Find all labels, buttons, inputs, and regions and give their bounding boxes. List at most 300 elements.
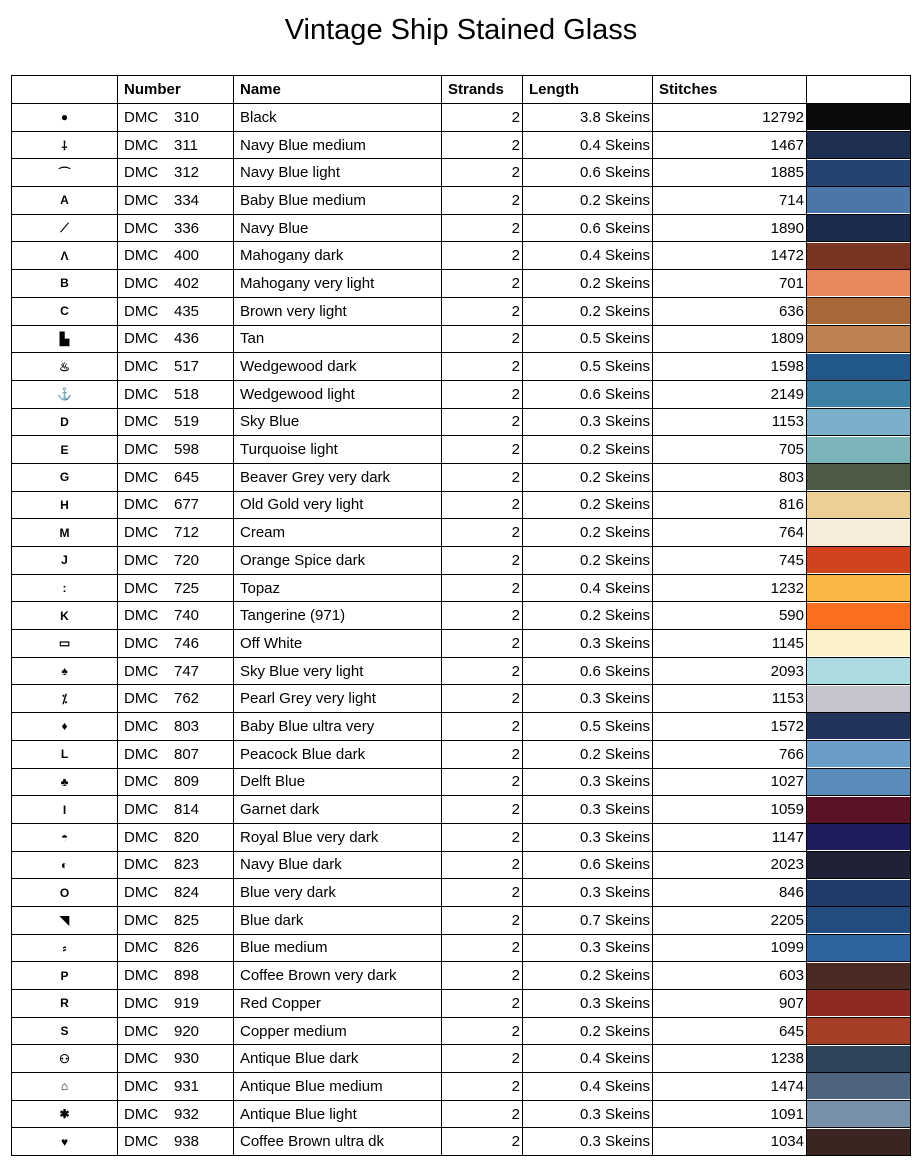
stitches-value: 803 [653, 463, 807, 491]
floss-name: Off White [234, 630, 442, 658]
floss-brand: DMC [124, 745, 159, 763]
floss-number-cell [118, 990, 234, 1018]
strands-value: 2 [442, 740, 523, 768]
floss-name: Old Gold very light [234, 491, 442, 519]
table-row [12, 768, 911, 796]
floss-name: Delft Blue [234, 768, 442, 796]
floss-number: 820 [174, 828, 200, 846]
table-row [12, 879, 911, 907]
floss-brand: DMC [124, 191, 159, 209]
strands-value: 2 [442, 214, 523, 242]
symbol-icon: A [12, 187, 118, 215]
color-swatch-cell [807, 657, 911, 685]
length-value: 0.4 Skeins [523, 1073, 653, 1101]
floss-number: 824 [174, 884, 200, 902]
strands-value: 2 [442, 325, 523, 353]
stitches-value: 603 [653, 962, 807, 990]
strands-value: 2 [442, 159, 523, 187]
floss-number-cell [118, 685, 234, 713]
floss-number-cell [118, 353, 234, 381]
color-swatch-cell [807, 934, 911, 962]
floss-number: 931 [174, 1077, 200, 1095]
floss-brand: DMC [124, 773, 159, 791]
symbol-icon: R [12, 990, 118, 1018]
stitches-value: 1232 [653, 574, 807, 602]
table-row [12, 408, 911, 436]
floss-number: 334 [174, 191, 200, 209]
table-row [12, 353, 911, 381]
floss-number: 519 [174, 413, 200, 431]
floss-brand: DMC [124, 219, 159, 237]
color-swatch [807, 160, 910, 186]
floss-number: 803 [174, 717, 200, 735]
symbol-icon: ◓ [12, 823, 118, 851]
floss-name: Orange Spice dark [234, 547, 442, 575]
strands-value: 2 [442, 1017, 523, 1045]
table-header-row [12, 76, 911, 104]
floss-brand: DMC [124, 274, 159, 292]
floss-brand: DMC [124, 164, 159, 182]
color-swatch-cell [807, 879, 911, 907]
stitches-value: 636 [653, 297, 807, 325]
table-row [12, 1100, 911, 1128]
strands-value: 2 [442, 270, 523, 298]
table-row [12, 1073, 911, 1101]
floss-name: Blue very dark [234, 879, 442, 907]
symbol-icon: ⸸ [12, 131, 118, 159]
table-row [12, 685, 911, 713]
stitches-value: 1034 [653, 1128, 807, 1156]
symbol-icon: ⁒ [12, 685, 118, 713]
color-swatch-cell [807, 796, 911, 824]
length-value: 0.2 Skeins [523, 962, 653, 990]
floss-name: Navy Blue medium [234, 131, 442, 159]
color-swatch-cell [807, 159, 911, 187]
stitches-value: 1059 [653, 796, 807, 824]
color-swatch [807, 824, 910, 850]
floss-brand: DMC [124, 607, 159, 625]
stitches-value: 1472 [653, 242, 807, 270]
color-swatch-cell [807, 297, 911, 325]
floss-brand: DMC [124, 1050, 159, 1068]
floss-number: 518 [174, 385, 200, 403]
color-swatch [807, 852, 910, 878]
table-row [12, 574, 911, 602]
color-swatch [807, 658, 910, 684]
length-value: 0.5 Skeins [523, 353, 653, 381]
table-row [12, 242, 911, 270]
length-value: 0.2 Skeins [523, 187, 653, 215]
length-value: 3.8 Skeins [523, 104, 653, 132]
floss-number: 712 [174, 524, 200, 542]
color-swatch [807, 1129, 910, 1155]
color-swatch-cell [807, 1128, 911, 1156]
floss-number: 762 [174, 690, 200, 708]
column-header-color [807, 76, 911, 104]
color-swatch-cell [807, 1017, 911, 1045]
floss-number-cell [118, 408, 234, 436]
symbol-icon: ⌂ [12, 1073, 118, 1101]
color-swatch [807, 990, 910, 1016]
color-swatch-cell [807, 547, 911, 575]
table-row [12, 962, 911, 990]
floss-number: 930 [174, 1050, 200, 1068]
color-swatch [807, 298, 910, 324]
floss-name: Black [234, 104, 442, 132]
floss-number: 932 [174, 1105, 200, 1123]
floss-name: Coffee Brown ultra dk [234, 1128, 442, 1156]
strands-value: 2 [442, 297, 523, 325]
stitches-value: 846 [653, 879, 807, 907]
strands-value: 2 [442, 657, 523, 685]
strands-value: 2 [442, 491, 523, 519]
strands-value: 2 [442, 1045, 523, 1073]
floss-number-cell [118, 574, 234, 602]
floss-number: 400 [174, 247, 200, 265]
length-value: 0.2 Skeins [523, 519, 653, 547]
floss-number-cell [118, 879, 234, 907]
length-value: 0.3 Skeins [523, 1100, 653, 1128]
table-row [12, 104, 911, 132]
table-row [12, 270, 911, 298]
strands-value: 2 [442, 104, 523, 132]
floss-name: Wedgewood light [234, 380, 442, 408]
floss-brand: DMC [124, 330, 159, 348]
length-value: 0.2 Skeins [523, 1017, 653, 1045]
floss-brand: DMC [124, 524, 159, 542]
color-swatch-cell [807, 1100, 911, 1128]
floss-number-cell [118, 491, 234, 519]
color-swatch [807, 1101, 910, 1127]
color-swatch [807, 713, 910, 739]
length-value: 0.4 Skeins [523, 242, 653, 270]
floss-number-cell [118, 1045, 234, 1073]
length-value: 0.4 Skeins [523, 131, 653, 159]
table-row [12, 159, 911, 187]
symbol-icon: S [12, 1017, 118, 1045]
floss-number: 310 [174, 108, 200, 126]
floss-number: 677 [174, 496, 200, 514]
floss-name: Wedgewood dark [234, 353, 442, 381]
color-swatch-cell [807, 962, 911, 990]
length-value: 0.6 Skeins [523, 657, 653, 685]
column-header-number: Number [118, 76, 234, 104]
strands-value: 2 [442, 990, 523, 1018]
floss-number-cell [118, 463, 234, 491]
length-value: 0.3 Skeins [523, 408, 653, 436]
symbol-icon: ▙ [12, 325, 118, 353]
floss-number-cell [118, 380, 234, 408]
color-swatch [807, 104, 910, 130]
color-swatch-cell [807, 491, 911, 519]
length-value: 0.2 Skeins [523, 602, 653, 630]
floss-brand: DMC [124, 413, 159, 431]
color-swatch [807, 326, 910, 352]
color-swatch-cell [807, 270, 911, 298]
floss-name: Navy Blue light [234, 159, 442, 187]
strands-value: 2 [442, 463, 523, 491]
floss-number-cell [118, 1128, 234, 1156]
length-value: 0.2 Skeins [523, 297, 653, 325]
color-swatch [807, 132, 910, 158]
color-swatch [807, 963, 910, 989]
color-swatch-cell [807, 325, 911, 353]
floss-number-cell [118, 630, 234, 658]
strands-value: 2 [442, 796, 523, 824]
floss-number-cell [118, 187, 234, 215]
color-swatch [807, 270, 910, 296]
symbol-icon: ▭ [12, 630, 118, 658]
strands-value: 2 [442, 630, 523, 658]
table-row [12, 906, 911, 934]
color-swatch [807, 769, 910, 795]
table-row [12, 740, 911, 768]
floss-table [11, 75, 911, 1156]
table-row [12, 990, 911, 1018]
strands-value: 2 [442, 1100, 523, 1128]
stitches-value: 714 [653, 187, 807, 215]
page-title: Vintage Ship Stained Glass [284, 14, 638, 46]
floss-number-cell [118, 851, 234, 879]
length-value: 0.4 Skeins [523, 1045, 653, 1073]
stitches-value: 766 [653, 740, 807, 768]
length-value: 0.7 Skeins [523, 906, 653, 934]
table-row [12, 547, 911, 575]
floss-name: Tangerine (971) [234, 602, 442, 630]
floss-number: 920 [174, 1022, 200, 1040]
color-swatch-cell [807, 851, 911, 879]
stitches-value: 1153 [653, 408, 807, 436]
floss-number-cell [118, 1100, 234, 1128]
length-value: 0.6 Skeins [523, 214, 653, 242]
strands-value: 2 [442, 934, 523, 962]
length-value: 0.6 Skeins [523, 851, 653, 879]
color-swatch-cell [807, 740, 911, 768]
color-swatch [807, 437, 910, 463]
floss-name: Pearl Grey very light [234, 685, 442, 713]
symbol-icon: ◥ [12, 906, 118, 934]
symbol-icon: P [12, 962, 118, 990]
floss-number: 825 [174, 911, 200, 929]
floss-brand: DMC [124, 856, 159, 874]
color-swatch-cell [807, 602, 911, 630]
floss-number-cell [118, 934, 234, 962]
floss-name: Mahogany dark [234, 242, 442, 270]
length-value: 0.2 Skeins [523, 491, 653, 519]
color-swatch-cell [807, 353, 911, 381]
strands-value: 2 [442, 380, 523, 408]
floss-number-cell [118, 962, 234, 990]
symbol-icon: ♦ [12, 713, 118, 741]
floss-number-cell [118, 297, 234, 325]
color-swatch [807, 1046, 910, 1072]
floss-number: 645 [174, 468, 200, 486]
stitches-value: 1153 [653, 685, 807, 713]
floss-number: 919 [174, 994, 200, 1012]
floss-number: 517 [174, 358, 200, 376]
table-row [12, 380, 911, 408]
stitches-value: 1474 [653, 1073, 807, 1101]
table-row [12, 713, 911, 741]
table-row [12, 851, 911, 879]
column-header-stitches: Stitches [653, 76, 807, 104]
length-value: 0.2 Skeins [523, 740, 653, 768]
floss-name: Peacock Blue dark [234, 740, 442, 768]
floss-number-cell [118, 1073, 234, 1101]
color-swatch [807, 409, 910, 435]
floss-brand: DMC [124, 385, 159, 403]
column-header-length: Length [523, 76, 653, 104]
floss-number: 598 [174, 441, 200, 459]
strands-value: 2 [442, 713, 523, 741]
table-row [12, 436, 911, 464]
floss-name: Sky Blue [234, 408, 442, 436]
color-swatch [807, 464, 910, 490]
floss-number-cell [118, 713, 234, 741]
stitches-value: 2149 [653, 380, 807, 408]
stitches-value: 1598 [653, 353, 807, 381]
floss-number-cell [118, 131, 234, 159]
floss-brand: DMC [124, 136, 159, 154]
floss-number-cell [118, 436, 234, 464]
stitches-value: 1027 [653, 768, 807, 796]
floss-brand: DMC [124, 468, 159, 486]
column-header-strands: Strands [442, 76, 523, 104]
floss-name: Mahogany very light [234, 270, 442, 298]
strands-value: 2 [442, 242, 523, 270]
stitches-value: 2093 [653, 657, 807, 685]
symbol-icon: K [12, 602, 118, 630]
symbol-icon: ⚇ [12, 1045, 118, 1073]
table-row [12, 131, 911, 159]
floss-number-cell [118, 159, 234, 187]
floss-number-cell [118, 1017, 234, 1045]
floss-brand: DMC [124, 967, 159, 985]
color-swatch [807, 686, 910, 712]
floss-brand: DMC [124, 579, 159, 597]
stitches-value: 1238 [653, 1045, 807, 1073]
color-swatch-cell [807, 630, 911, 658]
symbol-icon: E [12, 436, 118, 464]
strands-value: 2 [442, 547, 523, 575]
table-row [12, 657, 911, 685]
strands-value: 2 [442, 131, 523, 159]
symbol-icon: M [12, 519, 118, 547]
symbol-icon: ⌒ [12, 159, 118, 187]
strands-value: 2 [442, 187, 523, 215]
floss-brand: DMC [124, 1105, 159, 1123]
symbol-icon: D [12, 408, 118, 436]
floss-number: 402 [174, 274, 200, 292]
strands-value: 2 [442, 906, 523, 934]
floss-brand: DMC [124, 551, 159, 569]
table-row [12, 630, 911, 658]
symbol-icon: Λ [12, 242, 118, 270]
stitches-value: 701 [653, 270, 807, 298]
table-row [12, 602, 911, 630]
floss-name: Cream [234, 519, 442, 547]
stitches-value: 590 [653, 602, 807, 630]
floss-number: 898 [174, 967, 200, 985]
stitches-value: 1890 [653, 214, 807, 242]
strands-value: 2 [442, 519, 523, 547]
symbol-icon: ◐ [12, 851, 118, 879]
floss-number-cell [118, 768, 234, 796]
floss-number: 823 [174, 856, 200, 874]
color-swatch [807, 880, 910, 906]
color-swatch [807, 741, 910, 767]
color-swatch-cell [807, 574, 911, 602]
color-swatch-cell [807, 519, 911, 547]
floss-number-cell [118, 740, 234, 768]
floss-number-cell [118, 823, 234, 851]
floss-number: 746 [174, 634, 200, 652]
table-row [12, 297, 911, 325]
strands-value: 2 [442, 879, 523, 907]
floss-brand: DMC [124, 1133, 159, 1151]
strands-value: 2 [442, 353, 523, 381]
length-value: 0.3 Skeins [523, 685, 653, 713]
stitches-value: 705 [653, 436, 807, 464]
color-swatch-cell [807, 713, 911, 741]
stitches-value: 1099 [653, 934, 807, 962]
symbol-icon: ♠ [12, 657, 118, 685]
symbol-icon: L [12, 740, 118, 768]
length-value: 0.2 Skeins [523, 463, 653, 491]
color-swatch-cell [807, 1045, 911, 1073]
color-swatch [807, 797, 910, 823]
color-swatch-cell [807, 380, 911, 408]
length-value: 0.3 Skeins [523, 990, 653, 1018]
table-row [12, 1128, 911, 1156]
stitches-value: 816 [653, 491, 807, 519]
stitches-value: 1572 [653, 713, 807, 741]
strands-value: 2 [442, 602, 523, 630]
table-row [12, 325, 911, 353]
color-swatch [807, 603, 910, 629]
floss-number: 725 [174, 579, 200, 597]
floss-number: 311 [174, 136, 198, 154]
color-swatch-cell [807, 242, 911, 270]
color-swatch [807, 243, 910, 269]
strands-value: 2 [442, 1128, 523, 1156]
floss-name: Antique Blue dark [234, 1045, 442, 1073]
color-swatch-cell [807, 131, 911, 159]
floss-name: Navy Blue dark [234, 851, 442, 879]
color-swatch [807, 575, 910, 601]
floss-name: Royal Blue very dark [234, 823, 442, 851]
column-header-symbol [12, 76, 118, 104]
floss-brand: DMC [124, 247, 159, 265]
floss-number-cell [118, 547, 234, 575]
color-swatch-cell [807, 906, 911, 934]
symbol-icon: C [12, 297, 118, 325]
stitches-value: 1145 [653, 630, 807, 658]
length-value: 0.2 Skeins [523, 270, 653, 298]
length-value: 0.3 Skeins [523, 934, 653, 962]
floss-name: Antique Blue medium [234, 1073, 442, 1101]
strands-value: 2 [442, 408, 523, 436]
strands-value: 2 [442, 823, 523, 851]
floss-brand: DMC [124, 358, 159, 376]
table-row [12, 934, 911, 962]
symbol-icon: ♨ [12, 353, 118, 381]
color-swatch [807, 547, 910, 573]
color-swatch [807, 630, 910, 656]
symbol-icon: ♣ [12, 768, 118, 796]
color-swatch-cell [807, 1073, 911, 1101]
floss-brand: DMC [124, 108, 159, 126]
